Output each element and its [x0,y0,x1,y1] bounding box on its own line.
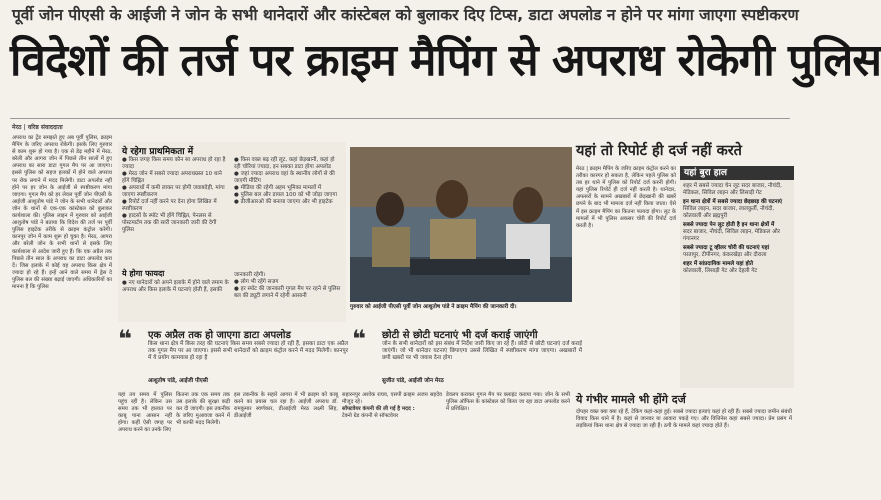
quote-heading: एक अप्रैल तक हो जाएगा डाटा अपलोड [148,330,291,341]
benefit-lead: जानकारी रहेगी। [234,272,266,278]
quote-author: आशुतोष पांडे, आईजी पीएसी [148,378,208,384]
divider [10,118,790,119]
photo-illustration [350,147,572,302]
list-item: ● जहां ज्यादा अपराध वहां के स्थानीय लोगों से की जाएगी मीटिंग [234,171,335,184]
list-item-heading: इन थाना क्षेत्रों में सबसे ज्यादा छेड़छाड़ की घटनाएं [683,199,783,205]
bad-condition-list [683,183,791,385]
byline: मेरठ | वरिष्ठ संवाददाता [12,124,63,131]
kicker-line: पूर्वी जोन पीएसी के आईजी ने जोन के सभी थानेदारों और कांस्टेबल को बुलाकर दिए टिप्स, डाटा अपलोड न होने पर मांगा जाएगा स्पष्टीकरण [12,6,799,24]
bad-condition-box [680,166,794,388]
priority-list-right [234,157,342,267]
bottom-column-5: डेवलप कराकर गूगल मैप पर क्लाइंट कराया गया। जोन के सभी पुलिस ऑफिस के कांस्टेबल को किया जा रहा डाटा अपलोड करने में प्रशिक्षित। [446,392,570,413]
serious-cases-headline: ये गंभीर मामले भी होंगे दर्ज [576,393,686,406]
priority-list-left [122,157,230,267]
list-item: कोतवाली, लिसाड़ी गेट और देहली गेट [683,268,758,274]
page-headline: विदेशों की तर्ज पर क्राइम मैपिंग से अपराध रोकेगी पुलिस [10,35,881,86]
benefit-list-right [234,272,342,320]
quote-mark-icon: ❝ [352,325,367,353]
bottom-column-2: कितना तक एक समय तक उस इलाके की सुरक्षा कड़ी कर दी जाएगी। इस तकनीक के जरिए मुआवजा करने में भी काफी मदद मिलेगी। [176,392,230,427]
benefit-list-left: ● नए थानेदारों को अपने इलाके में होने वाले तमाम के अपराध और किस इलाके में घटनाएं होती हैं, इसकी [122,280,229,293]
quote-text: जोन के सभी थानेदारों को इस संबंध में निर्देश जारी किए जा रहे हैं। छोटी से छोटी घटनाएं दर्ज कराई जाएंगी। जो भी थानेदार घटनाएं छिपाएगा उससे लिखित में स्पष्टीकरण मांगा जाएगा। अखबारों में छपी खबरों पर भी जवाब देना होगा [382,341,582,361]
bottom-subhead: सॉफ्टवेयर कंपनी की ली गई है मदद : [342,406,415,413]
list-item: ● किस वक्त बढ़ रही लूट, कहां छेड़खानी, कहां हो रही चोरियां ज्यादा, इन सबका डाटा होगा अपलोड [234,157,335,170]
bottom-column-3: इस तकनीक के सहारे आगरा में भी क्राइम को काबू करने का प्रयास चल रहा है। आईजी अपराध डॉ. रामकुमार स्वर्णकार, डीआईजी मेरठ लक्ष्मी सिंह, डीआईजी [234,392,338,420]
quote-author: सुजीत पांडे, आईजी जोन मेरठ [382,378,444,384]
list-item: ● मेरठ जोन में सबसे ज्यादा अपराधग्रस्त 10 थाने होंगे चिह्नित [122,171,222,184]
quote-block-1 [118,325,350,385]
bottom-column-4-text-b: टेक्नो ग्रेड कंपनी से सॉफ्टवेयर [342,413,399,420]
quote-text: किस थाना क्षेत्र में किस तरह की घटनाएं किस समय सबसे ज्यादा हो रही हैं, इसका डाटा एक अप्रैल तक गूगल मैप पर आ जाएगा। इससे सभी थानेदारों को क्राइम कंट्रोल करने में मदद मिलेगी। कानपुर में ये प्रयोग कामयाब हो रहा है [148,341,348,361]
bottom-column-4-text: सहारनपुर अशोक राघव, एसपी क्राइम अजय सहदेव मौजूद रहे। [342,392,442,406]
list-item: ● मीडिया की रहेगी अहम भूमिका मामलों में [234,185,322,191]
right-story-headline: यहां तो रिपोर्ट ही दर्ज नहीं करते [576,143,742,159]
list-item: परतापुर, टीपीनगर, कंकरखेड़ा और दौराला [683,252,767,258]
quote-heading: छोटी से छोटी घटनाएं भी दर्ज कराई जाएंगी [382,330,538,341]
right-story-text: मेरठ | क्राइम मैपिंग के जरिए क्राइम कंट्रोल करने का तरीका कारगर हो सकता है, लेकिन पहले पुलिस को तब हर थाने में पुलिस को रिपोर्ट दर्ज करनी होगी। यहां पुलिस रिपोर्ट ही दर्ज नहीं करती है। थानेदार, अफसरों के सामने अखबारों में छेड़खानी की खबरें छपने के बाद भी मामला दर्ज नहीं किया जाता। ऐसे में इस क्राइम मैपिंग का कितना फायदा होगा। लूट के मामलों में भी पुलिस अकसर चोरी की रिपोर्ट दर्ज करती है। [576,166,676,229]
list-item: शहर में सबसे ज्यादा चेन लूट सदर बाजार, नौचंदी, मेडिकल, सिविल लाइन और लिसाड़ी गेट [683,183,782,196]
quote-mark-icon: ❝ [118,325,133,353]
photo-caption: गुरुवार को आईजी पीएसी पूर्वी जोन आशुतोष पांडे ने क्राइम मैपिंग की जानकारी दी। [350,304,517,310]
priority-box [118,142,346,322]
quote-block-2 [352,325,584,385]
list-item: ● हादसों के स्पॉट भी होंगे चिह्नित, पेनलस से पोस्टमार्टम तक की सारी जानकारी जारी की देगी पुलिस [122,213,217,233]
list-item-heading: सबसे ज्यादा पेन लूट होती है इन थाना क्षेत्रों में [683,222,775,228]
bottom-column-1: यहां तय समय में पुलिस पहुंच रही है। लेकिन उस समय तक भी हालात पर काबू पाना आसान नहीं होगा। कहीं ऐसी जगह पर अपराध करने का उनके लिए [118,392,172,434]
bad-condition-title: यहां बुरा हाल [680,166,794,180]
list-item: ● किस जगह किस समय कौन सा अपराध हो रहा है ज्यादा [122,157,226,170]
list-item: सिविल लाइन, सदर बाजार, लालकुर्ती, नौचंदी, कोतवाली और ब्रह्मपुरी [683,206,775,219]
story-column-1: अपराध का ट्रेंड समझते हुए अब पूर्वी पुलिस, क्राइम मैपिंग के जरिए अपराध रोकेगी। इसके लिए गुरुवार से काम शुरू हो गया है। एक से डेढ़ महीने में मेरठ, बरेली और आगरा जोन में पिछले तीन सालों में हुए अपराध का सारा डाटा गूगल मैप पर आ जाएगा। इससे पुलिस को सहज हलकों में होने वाले अपराध पर रोक लगाने में मदद मिलेगी। डाटा अपलोड नहीं होने पर हर जोन के आईजी से स्पष्टीकरण मांगा जाएगा। गूगल मैप को हर लेवल पूर्वी जोन पीएसी के आईजी आशुतोष पांडे ने जोन के सभी थानेदारों और जोन के थानों से एक-एक कांस्टेबल को बुलाकर कार्यशाला की। पुलिस लाइन में गुरुवार को आईजी आशुतोष पांडे ने बताया कि विदेश की तर्ज पर पूर्वी पुलिस हाइटेक तरीके से क्राइम कंट्रोल करेगी। कानपुर जोन में काम शुरू हो चुका है। मेरठ, आगरा और बरेली जोन के सभी थानों से इसके लिए कार्यशाला से आदेश जारी हुए हैं। कि एक अप्रैल तक पिछले तीन साल के अपराध का डाटा अपलोड करा दें। जिस इलाके में कोई वह अपराध किस क्षेत्र में ज्यादा हो रहे हैं। इन्हें आने वाले समय में ड्रेस दे पुलिस बल की संख्या बढ़ाई जाएगी। अधिकारियों का मानना है कि पुलिस [12,135,112,290]
news-photo [350,147,572,302]
list-item: ● लोग भी रहेंगे सजग [234,279,279,285]
list-item: सदर बाजार, नौचंदी, सिविल लाइन, मेडिकल और गंगानगर [683,229,781,242]
list-item-heading: सबसे ज्यादा टू व्हीलर चोरी की घटनाएं यहां [683,245,770,251]
list-item: ● रिपोर्ट दर्ज नहीं करने पर देना होगा लिखित में स्पष्टीकरण [122,199,217,212]
list-item: ● पुलिस बल और डायल 100 को भी जोड़ा जाएगा [234,192,337,198]
list-item: ● हर स्पॉट की जानकारी गूगल मैप पर रहने से पुलिस बल की ड्यूटी लगाने में रहेगी आसानी [234,286,341,299]
list-item: ● अपराधों में कमी लाकर पर होगी जवाबदेही, मांगा जाएगा स्पष्टीकरण [122,185,225,198]
list-item-heading: शहर में सांप्रदायिक मामले यहां होते [683,261,753,267]
bottom-column-4 [342,392,442,454]
priority-box-title: ये रहेगा प्राथमिकता में [122,147,194,157]
serious-cases-text: दोपहर वक्त क्या क्या रहे हैं, टेकिंग कहां-कहां हुई। सबसे ज्यादा हत्याएं कहां हो रही हैं। सबसे ज्यादा जमीन संबंधी विवाद किस थाने में है। कहां से जानवर या आवारा पकड़े गए। और वित्तिनेस कहां सबसे ज्यादा। प्रेम प्रसंग में लड़कियां किस थाना क्षेत्र से ज्यादा जा रही हैं। ठगी के मामले कहां ज्यादा होते हैं। [576,409,792,430]
benefit-title: ये होगा फायदा [122,269,165,278]
list-item: ● डीजीआरओ की बनाया जाएगा और भी हाइटेक [234,199,333,205]
